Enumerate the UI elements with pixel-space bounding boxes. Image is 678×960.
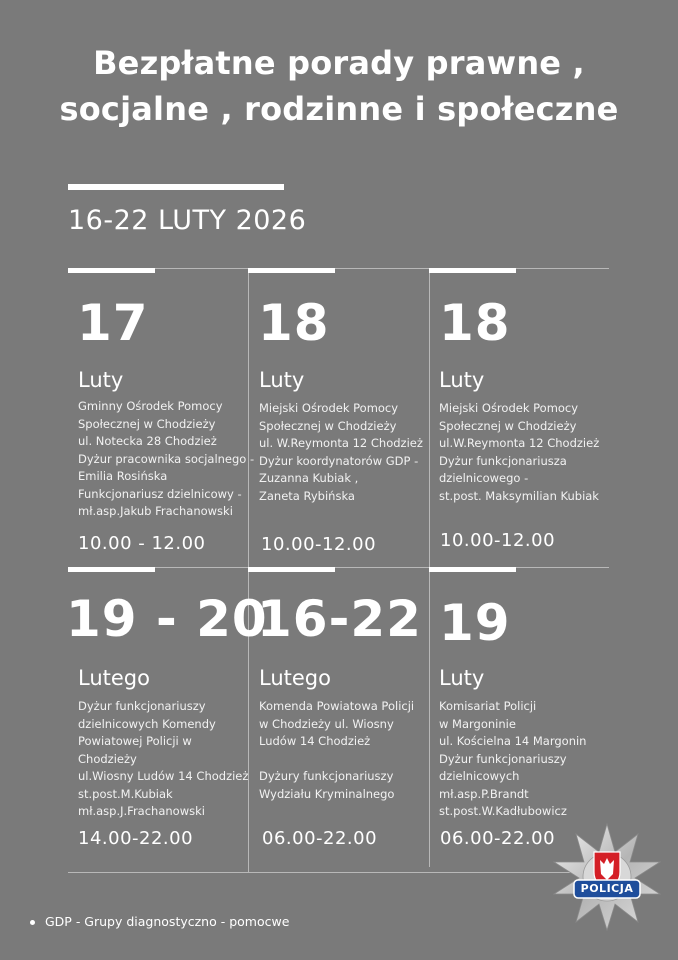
cell-line: st.post.W.Kadłubowicz [439, 804, 567, 818]
cell-line: Miejski Ośrodek Pomocy [259, 401, 399, 415]
cell-time: 10.00 - 12.00 [78, 533, 206, 554]
accent-bar [68, 567, 155, 572]
accent-bar [68, 268, 155, 273]
cell-line: Gminny Ośrodek Pomocy [78, 399, 223, 413]
cell-day: 19 [439, 594, 511, 652]
cell-day: 17 [77, 294, 149, 352]
cell-line: ul.W.Reymonta 12 Chodzież [439, 436, 600, 450]
cell-month: Lutego [78, 666, 150, 690]
cell-line: Społecznej w Chodzieży [78, 416, 216, 431]
cell-line: w Margoninie [439, 716, 516, 731]
cell-line: ul.Wiosny Ludów 14 Chodzież [78, 769, 249, 783]
cell-line: ul. Notecka 28 Chodzież [78, 434, 217, 448]
cell-line: ul. Kościelna 14 Margonin [439, 734, 587, 748]
cell-line: dzielnicowych [439, 769, 520, 783]
cell-time: 14.00-22.00 [78, 828, 194, 849]
cell-time: 06.00-22.00 [262, 828, 378, 849]
cell-day: 19 - 20 [66, 590, 268, 648]
cell-day: 16-22 [257, 590, 422, 648]
cell-line: Zaneta Rybińska [259, 488, 355, 503]
title-line-1: Bezpłatne porady prawne , [93, 44, 585, 82]
cell-line: Powiatowej Policji w [78, 734, 192, 748]
cell-line: Komisariat Policji [439, 699, 537, 713]
cell-line: w Chodzieży ul. Wiosny [259, 716, 394, 731]
cell-details [439, 400, 599, 505]
title-line-2: socjalne , rodzinne i społeczne [59, 90, 619, 128]
cell-line: st.post.M.Kubiak [78, 786, 173, 801]
cell-line: Miejski Ośrodek Pomocy [439, 401, 579, 415]
cell-day: 18 [258, 294, 330, 352]
cell-line [259, 751, 414, 769]
accent-bar [248, 268, 335, 273]
grid-line-vertical-4 [429, 567, 430, 867]
cell-day: 18 [439, 294, 511, 352]
cell-line: mł.asp.Jakub Frachanowski [78, 504, 233, 518]
cell-line: mł.asp.P.Brandt [439, 786, 529, 801]
cell-line: Dyżury funkcjonariuszy [259, 769, 394, 783]
grid-line-vertical-2 [429, 268, 430, 568]
cell-line: Dyżur funkcjonariuszy [78, 699, 206, 713]
cell-time: 06.00-22.00 [440, 828, 556, 849]
cell-month: Luty [439, 368, 485, 392]
cell-line: Dyżur pracownika socjalnego - [78, 451, 255, 466]
cell-line: dzielnicowych Komendy [78, 716, 216, 731]
cell-line: Społecznej w Chodzieży [259, 418, 397, 433]
cell-details [78, 698, 248, 821]
police-badge-logo [552, 822, 662, 932]
cell-month: Luty [78, 368, 124, 392]
cell-month: Luty [259, 368, 305, 392]
cell-line: Emilia Rosińska [78, 469, 168, 483]
cell-line: Dyżur funkcjonariuszy [439, 751, 567, 766]
grid-line-bottom [68, 872, 609, 873]
cell-line: Zuzanna Kubiak , [259, 471, 359, 485]
police-star-icon [552, 822, 662, 932]
cell-month: Luty [439, 666, 485, 690]
title-underline [68, 184, 284, 190]
footnote-text: GDP - Grupy diagnostyczno - pomocwe [45, 914, 290, 929]
cell-line: mł.asp.J.Frachanowski [78, 804, 205, 818]
cell-time: 10.00-12.00 [440, 530, 556, 551]
cell-line: Funkcjonariusz dzielnicowy - [78, 486, 242, 501]
accent-bar [248, 567, 335, 572]
cell-line: st.post. Maksymilian Kubiak [439, 488, 599, 503]
cell-details [259, 698, 414, 803]
cell-line: Dyżur koordynatorów GDP - [259, 453, 419, 468]
cell-line: Ludów 14 Chodzież [259, 734, 371, 748]
cell-line: Społecznej w Chodzieży [439, 418, 577, 433]
cell-time: 10.00-12.00 [261, 534, 377, 555]
police-badge-label: POLICJA [580, 882, 634, 895]
cell-line: Chodzieży [78, 751, 137, 766]
cell-details [439, 698, 586, 821]
date-range: 16-22 LUTY 2026 [68, 205, 307, 236]
cell-details [259, 400, 423, 505]
page-title [0, 40, 678, 132]
footnote [30, 914, 289, 929]
cell-line: Dyżur funkcjonariusza [439, 453, 567, 468]
accent-bar [429, 567, 516, 572]
cell-line: ul. W.Reymonta 12 Chodzież [259, 436, 423, 450]
cell-month: Lutego [259, 666, 331, 690]
cell-details [78, 398, 254, 521]
cell-line: dzielnicowego - [439, 471, 529, 485]
bullet-icon [30, 920, 35, 925]
accent-bar [429, 268, 516, 273]
cell-line: Komenda Powiatowa Policji [259, 699, 415, 713]
cell-line: Wydziału Kryminalnego [259, 786, 395, 801]
